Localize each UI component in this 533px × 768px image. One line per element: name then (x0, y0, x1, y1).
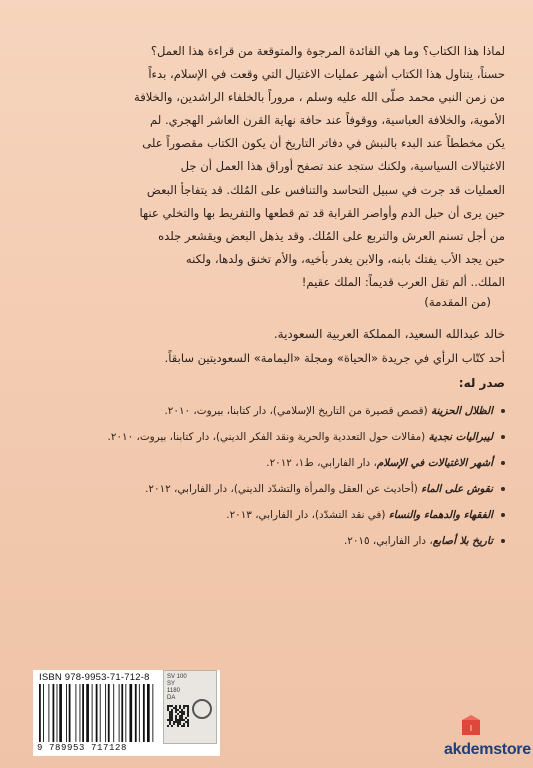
book-details: (أحاديث عن العقل والمرأة والتشدّد الديني)، دار الفارابي، ٢٠١٢. (145, 483, 422, 495)
book-box-icon (460, 714, 482, 736)
price-sticker (163, 670, 217, 744)
book-title: أشهر الاغتيالات في الإسلام (376, 457, 493, 469)
bullet-icon (501, 435, 505, 439)
paragraph-line: حسناً، يتناول هذا الكتاب أشهر عمليات الاغتيال التي وقعت في الإسلام، بدءاً (148, 67, 505, 82)
book-details: (في نقد التشدّد)، دار الفارابي، ٢٠١٣. (226, 509, 389, 521)
circle-mark-icon (192, 699, 212, 719)
paragraph-line: من أجل تسنم العرش والتربع على المُلك. وقد يذهل البعض ويقشعر جلده (158, 228, 505, 243)
qr-code-icon (167, 705, 189, 727)
list-item (35, 502, 505, 528)
paragraph-line: حين يجد الأب يفتك بابنه، والابن يغدر بأخيه، والأم تخنق ولدها، ولكنه (185, 251, 505, 266)
barcode-digits: 9 789953 717128 (37, 743, 128, 753)
list-item (35, 424, 505, 450)
book-title: تاريخ بلا أصابع (432, 535, 493, 547)
book-details: ، دار الفارابي، ط١، ٢٠١٢. (266, 457, 377, 469)
source-note: (من المقدمة) (424, 295, 491, 309)
list-item (35, 398, 505, 424)
paragraph-line: يكن مخططاً عند البدء بالنبش في دفاتر التاريخ أن يكون الكتاب مقصوراً على (142, 136, 505, 151)
book-title: نقوش على الماء (421, 483, 493, 495)
book-details: (مقالات حول التعددية والحرية ونقد الفكر الديني)، دار كتابنا، بيروت، ٢٠١٠. (107, 431, 429, 443)
bullet-icon (501, 513, 505, 517)
bullet-icon (501, 461, 505, 465)
isbn-label: ISBN 978-9953-71-712-8 (39, 672, 150, 683)
book-title: الظلال الحزينة (430, 405, 493, 417)
bullet-icon (501, 539, 505, 543)
book-details: (قصص قصيرة من التاريخ الإسلامي)، دار كتابنا، بيروت، ٢٠١٠. (164, 405, 431, 417)
published-heading: صدر له: (458, 376, 505, 390)
sticker-text: SV 100 SY 1180 DA (167, 674, 187, 701)
list-item (35, 528, 505, 554)
book-title: ليبراليات نجدية (428, 431, 493, 443)
list-item (35, 476, 505, 502)
book-title: الفقهاء والدهماء والنساء (388, 509, 493, 521)
books-list (35, 398, 505, 554)
paragraph-line: لماذا هذا الكتاب؟ وما هي الفائدة المرجوة والمتوقعة من قراءة هذا العمل؟ (150, 44, 505, 58)
paragraph-line: الأموية، والخلافة العباسية، ووقوفاً عند حافة نهاية القرن العاشر الهجري. لم (150, 113, 505, 128)
paragraph-line: العمليات قد جرت في سبيل التحاسد والتنافس على المُلك. قد يتفاجأ البعض (146, 182, 505, 197)
bullet-icon (501, 487, 505, 491)
list-item (35, 450, 505, 476)
svg-text:ا: ا (469, 724, 473, 733)
book-details: ، دار الفارابي، ٢٠١٥. (343, 535, 433, 547)
paragraph-line: الاغتيالات السياسية، ولكنك ستجد عند تصفح أوراق هذا العمل أن جل (180, 159, 505, 174)
paragraph-line: حين يرى أن حبل الدم وأواصر القرابة قد تم قطعها والتفريط بها والتخلي عنها (139, 205, 505, 220)
store-name: akdemstore (444, 741, 531, 758)
intro-paragraph (27, 40, 505, 294)
bullet-icon (501, 409, 505, 413)
author-bio: أحد كتّاب الرأي في جريدة «الحياة» ومجلة «اليمامة» السعوديتين سابقاً. (164, 351, 505, 365)
store-logo[interactable] (444, 714, 532, 764)
author-name-line: خالد عبدالله السعيد، المملكة العربية السعودية. (273, 327, 505, 341)
paragraph-line: من زمن النبي محمد صلّى الله عليه وسلم ، مروراً بالخلفاء الراشدين، والخلافة (134, 90, 505, 105)
paragraph-line: الملك.. ألم تقل العرب قديماً: الملك عقيم! (301, 274, 505, 289)
